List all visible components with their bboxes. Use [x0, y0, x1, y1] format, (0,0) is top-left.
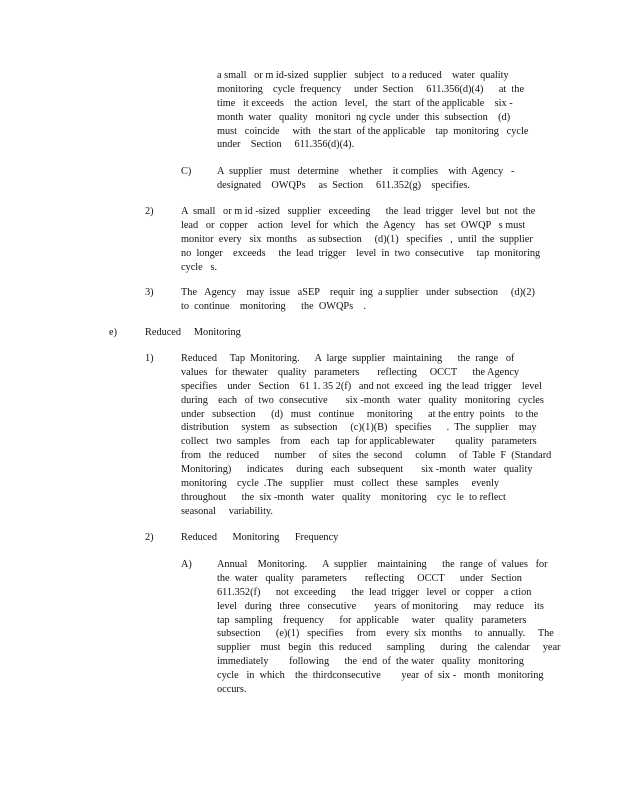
text-line: Monitoring) indicates during each subsequent six -month water quality	[181, 464, 533, 476]
para-e2a-marker: A)	[181, 559, 192, 570]
text-line: lead or copper action level for which the Agency has set OWQP s must	[181, 219, 526, 231]
para-2-marker: 2)	[145, 206, 154, 217]
text-line: tap sampling frequency for applicable water quality parameters	[217, 614, 527, 626]
text-line: designated OWQPs as Section 611.352(g) specifies.	[217, 179, 470, 191]
text-line: subsection (e)(1) specifies from every six months to annually. The	[217, 628, 554, 640]
text-line: during each of two consecutive six -month water quality monitoring cycles	[181, 394, 544, 406]
text-line: from the reduced number of sites the second column of Table F (Standard	[181, 450, 552, 462]
text-line: no longer exceeds the lead trigger level in two consecutive tap monitoring	[181, 247, 541, 259]
para-3-marker: 3)	[145, 287, 154, 298]
section-e-heading	[145, 326, 241, 340]
text-line: month water quality monitori ng cycle under this subsection (d)	[217, 111, 511, 123]
text-line: immediately following the end of the water quality monitoring	[217, 656, 524, 668]
text-line: must coincide with the start of the applicable tap monitoring cycle	[217, 125, 529, 137]
text-line: cycle in which the thirdconsecutive year of six - month monitoring	[217, 670, 544, 682]
text-line: cycle s.	[181, 261, 218, 273]
text-line: the water quality parameters reflecting OCCT under Section	[217, 572, 522, 584]
para-a-continuation	[217, 69, 528, 152]
para-3-text	[181, 286, 535, 314]
section-e-marker: e)	[109, 327, 117, 338]
text-line: A small or m id -sized supplier exceeding the lead trigger level but not the	[181, 206, 536, 217]
text-line: Annual Monitoring. A supplier maintaining the range of values for	[217, 559, 548, 570]
text-line: specifies under Section 61 1. 35 2(f) and not exceed ing the lead trigger level	[181, 380, 542, 392]
text-line: under Section 611.356(d)(4).	[217, 139, 355, 151]
para-2-text	[181, 205, 540, 274]
text-line: supplier must begin this reduced sampling during the calendar year	[217, 642, 561, 654]
text-line: to continue monitoring the OWQPs .	[181, 300, 367, 312]
para-c-text	[217, 165, 514, 193]
para-e1-marker: 1)	[145, 353, 154, 364]
text-line: The Agency may issue aSEP requir ing a supplier under subsection (d)(2)	[181, 287, 535, 298]
text-line: collect two samples from each tap for applicablewater quality parameters	[181, 436, 537, 448]
text-line: monitoring cycle frequency under Section 611.356(d)(4) at the	[217, 83, 525, 95]
text-line: a small or m id-sized supplier subject to a reduced water quality	[217, 70, 509, 81]
text-line: 611.352(f) not exceeding the lead trigger level or copper a ction	[217, 586, 532, 598]
text-line: occurs.	[217, 684, 247, 696]
para-c-marker: C)	[181, 166, 192, 177]
text-line: monitoring cycle .The supplier must collect these samples evenly	[181, 478, 499, 490]
text-line: seasonal variability.	[181, 505, 273, 517]
text-line: Reduced Tap Monitoring. A large supplier maintaining the range of	[181, 353, 515, 364]
heading-line: Reduced Monitoring Frequency	[181, 532, 339, 543]
text-line: level during three consecutive years of monitoring may reduce its	[217, 600, 544, 612]
para-e2a-text	[217, 558, 560, 697]
text-line: monitor every six months as subsection (d)(1) specifies , until the supplier	[181, 233, 533, 245]
text-line: throughout the six -month water quality monitoring cyc le to reflect	[181, 491, 506, 503]
text-line: distribution system as subsection (c)(1)(B) specifies . The supplier may	[181, 422, 537, 434]
text-line: under subsection (d) must continue monitoring at the entry points to the	[181, 408, 539, 420]
para-e1-text	[181, 352, 551, 519]
text-line: time it exceeds the action level, the start of the applicable six -	[217, 97, 513, 109]
para-e2-marker: 2)	[145, 532, 154, 543]
text-line: values for thewater quality parameters reflecting OCCT the Agency	[181, 366, 520, 378]
heading-line: Reduced Monitoring	[145, 327, 241, 338]
para-e2-heading	[181, 531, 338, 545]
text-line: A supplier must determine whether it complies with Agency -	[217, 166, 515, 177]
